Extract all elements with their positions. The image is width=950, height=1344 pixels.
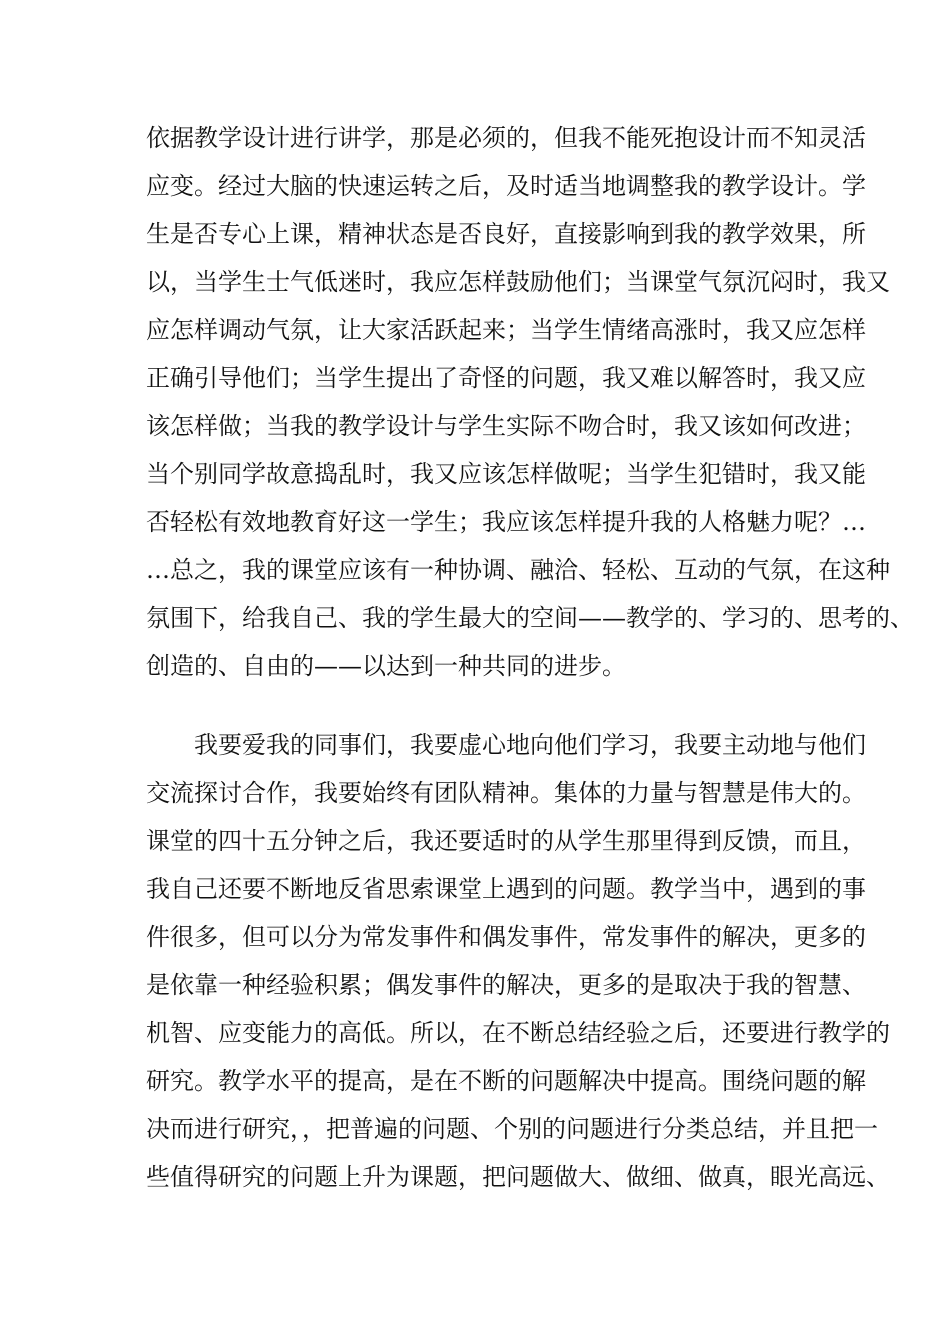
paragraph-1-line-4: 以，当学生士气低迷时，我应怎样鼓励他们；当课堂气氛沉闷时，我又: [146, 268, 890, 296]
paragraph-2-line-4: 我自己还要不断地反省思索课堂上遇到的问题。教学当中，遇到的事: [146, 875, 866, 903]
paragraph-2-line-7: 机智、应变能力的高低。所以，在不断总结经验之后，还要进行教学的: [146, 1019, 890, 1047]
paragraph-1-line-11: 氛围下，给我自己、我的学生最大的空间——教学的、学习的、思考的、: [146, 604, 914, 632]
paragraph-1-line-6: 正确引导他们；当学生提出了奇怪的问题，我又难以解答时，我又应: [146, 364, 866, 392]
paragraph-2-line-2: 交流探讨合作，我要始终有团队精神。集体的力量与智慧是伟大的。: [146, 779, 866, 807]
paragraph-1-line-12: 创造的、自由的——以达到一种共同的进步。: [146, 652, 626, 680]
paragraph-1-line-3: 生是否专心上课，精神状态是否良好，直接影响到我的教学效果，所: [146, 220, 866, 248]
paragraph-2-line-1: 我要爱我的同事们，我要虚心地向他们学习，我要主动地与他们: [194, 731, 866, 759]
paragraph-1-line-9: 否轻松有效地教育好这一学生；我应该怎样提升我的人格魅力呢？…: [146, 508, 866, 536]
paragraph-2-line-9: 决而进行研究，，把普遍的问题、个别的问题进行分类总结，并且把一: [146, 1115, 878, 1143]
paragraph-1-line-5: 应怎样调动气氛，让大家活跃起来；当学生情绪高涨时，我又应怎样: [146, 316, 866, 344]
paragraph-2-line-8: 研究。教学水平的提高，是在不断的问题解决中提高。围绕问题的解: [146, 1067, 866, 1095]
paragraph-1-line-10: …总之，我的课堂应该有一种协调、融洽、轻松、互动的气氛，在这种: [146, 556, 890, 584]
paragraph-1-line-2: 应变。经过大脑的快速运转之后，及时适当地调整我的教学设计。学: [146, 172, 866, 200]
paragraph-2-line-3: 课堂的四十五分钟之后，我还要适时的从学生那里得到反馈，而且，: [146, 827, 866, 855]
paragraph-1-line-8: 当个别同学故意捣乱时，我又应该怎样做呢；当学生犯错时，我又能: [146, 460, 866, 488]
paragraph-2-line-10: 些值得研究的问题上升为课题，把问题做大、做细、做真，眼光高远、: [146, 1163, 890, 1191]
paragraph-1-line-7: 该怎样做；当我的教学设计与学生实际不吻合时，我又该如何改进；: [146, 412, 866, 440]
paragraph-2-line-5: 件很多，但可以分为常发事件和偶发事件，常发事件的解决，更多的: [146, 923, 866, 951]
paragraph-1-line-1: 依据教学设计进行讲学，那是必须的，但我不能死抱设计而不知灵活: [146, 124, 866, 152]
paragraph-2-line-6: 是依靠一种经验积累；偶发事件的解决，更多的是取决于我的智慧、: [146, 971, 866, 999]
